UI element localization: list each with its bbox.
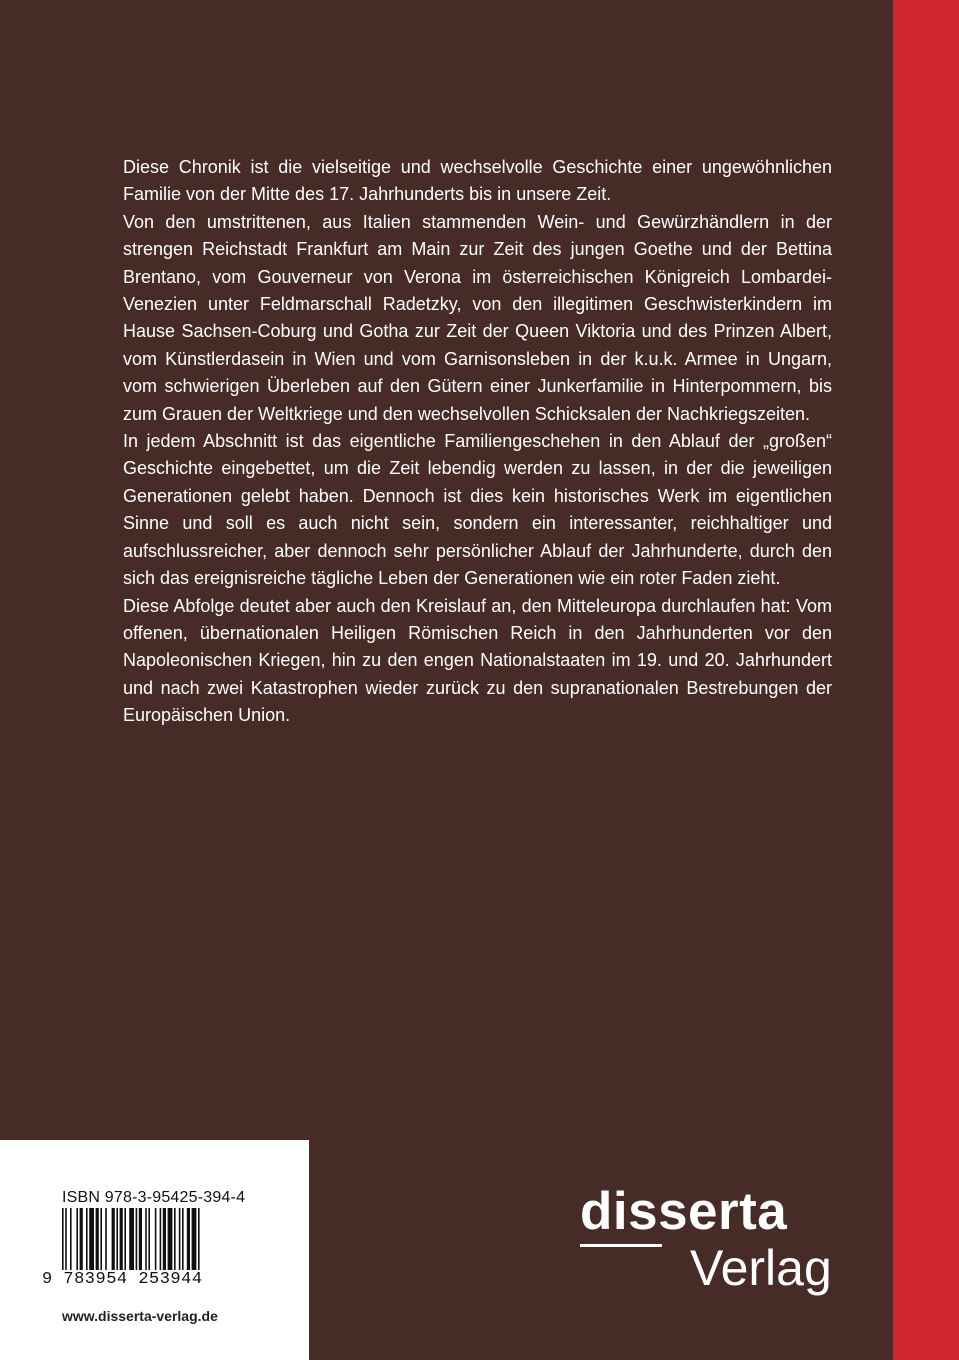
logo-word-disserta: disserta	[580, 1182, 788, 1241]
blurb-paragraph-2: Von den umstrittenen, aus Italien stammenden Wein- und Gewürzhändlern in der strengen Reichstadt Frankfurt am Main zur Zeit des jungen Goethe und der Bettina Brentano, vom Gouverneur von Verona im österreichischen Königreich Lombardei-Venezien unter Feldmarschall Radetzky, von den illegitimen Geschwisterkindern im Hause Sachsen-Coburg und Gotha zur Zeit der Queen Viktoria und des Prinzen Albert, vom Künstlerdasein in Wien und vom Garnisonsleben in der k.u.k. Armee in Ungarn, vom schwierigen Überleben auf den Gütern einer Junkerfamilie in Hinterpommern, bis zum Grauen der Weltkriege und den wechselvollen Schicksalen der Nachkriegszeiten.	[123, 211, 832, 424]
red-accent-strip	[893, 0, 959, 1360]
blurb-paragraph-4: Diese Abfolge deutet aber auch den Kreislauf an, den Mitteleuropa durchlaufen hat: Vom offenen, übernationalen Heiligen Römischen Reich in den Jahrhunderten vor den Napoleonischen Kriegen, hin zu den engen Nationalstaaten im 19. und 20. Jahrhundert und nach zwei Katastrophen wieder zurück zu den supranationalen Bestrebungen der Europäischen Union.	[123, 595, 832, 726]
isbn-label: ISBN 978-3-95425-394-4	[62, 1189, 246, 1206]
barcode	[40, 1208, 260, 1272]
barcode-digits: 9 783954 253944	[42, 1270, 203, 1289]
blurb-paragraph-3: In jedem Abschnitt ist das eigentliche Familiengeschehen in den Ablauf der „großen“ Geschichte eingebettet, um die Zeit lebendig werden zu lassen, in der die jeweiligen Generationen gelebt haben. Dennoch ist dies kein historisches Werk im eigentlichen Sinne und soll es auch nicht sein, sondern ein interessanter, reichhaltiger und aufschlussreicher, aber dennoch sehr persönlicher Ablauf der Jahrhunderte, durch den sich das ereignisreiche tägliche Leben der Generationen wie ein roter Faden zieht.	[123, 431, 832, 589]
publisher-logo	[580, 1182, 832, 1296]
blurb-paragraph-1: Diese Chronik ist die vielseitige und wechselvolle Geschichte einer ungewöhnlichen Familie von der Mitte des 17. Jahrhunderts bis in unsere Zeit.	[123, 157, 832, 205]
blurb-text	[123, 154, 832, 730]
logo-rule	[580, 1244, 662, 1247]
publisher-website: www.disserta-verlag.de	[62, 1308, 218, 1324]
logo-word-verlag: Verlag	[690, 1240, 832, 1296]
